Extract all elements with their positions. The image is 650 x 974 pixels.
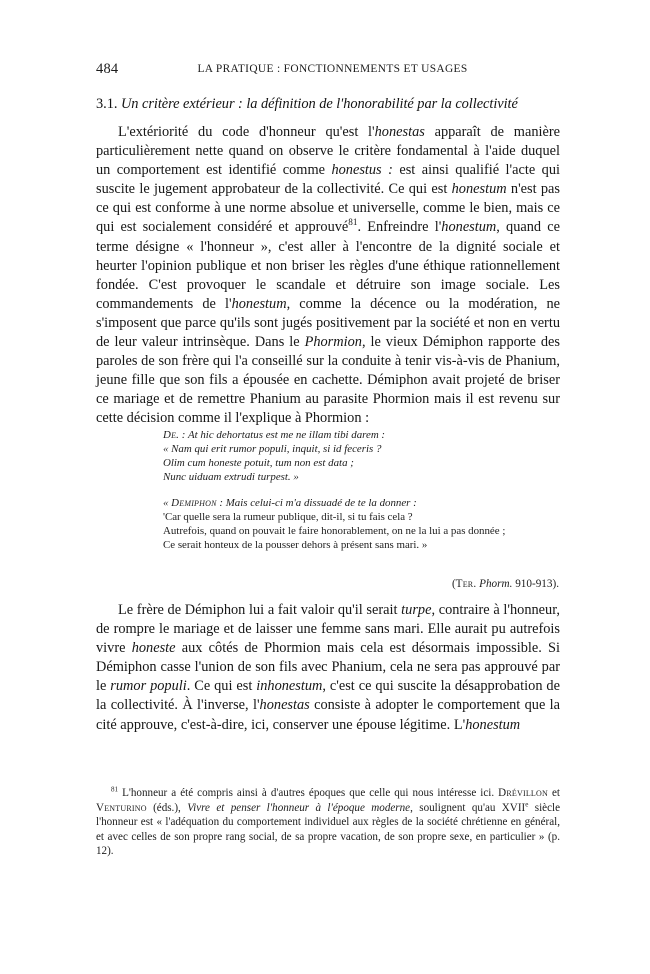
body-paragraph-2 <box>96 601 560 735</box>
p1-italic-honestus: honestus : <box>331 162 393 179</box>
p1-text-7: , comme la décence ou la modération, ne s'imposent que parce qu'ils sont jugés positivement par la société et non en vertu de leur valeur intrinsèque. Dans le <box>96 295 560 351</box>
latin-speaker: De. <box>163 429 180 441</box>
latin-line-2: « Nam qui erit rumor populi, inquit, si id feceris ? <box>163 442 382 455</box>
footnote-81 <box>96 786 560 859</box>
p1-text-8: , le vieux Démiphon rapporte des paroles de son frère qui l'a conseillé sur la conduite à tenir vis-à-vis de Phanium, jeune fille que son fils a épousée en cachette. Démiphon avait projeté de briser ce mariage et de remettre Phanium au parasite Phormion mais il est revenu sur cette décision comme il l'explique à Phormion : <box>96 334 561 427</box>
quotation-french <box>163 497 559 553</box>
p2-text-2: , contraire à l'honneur, de rompre le mariage et de laisser une femme sans mari. Elle aurait pu autrefois vivre <box>96 602 560 657</box>
p1-text-3: est ainsi qualifié l'acte qui suscite le jugement approbateur de la collectivité. Ce qui est <box>96 162 560 198</box>
p2-italic-rumor-populi: rumor populi <box>110 678 187 695</box>
footnote-text-1: L'honneur a été compris ainsi à d'autres époques que celle qui nous intéresse ici. <box>118 787 499 799</box>
running-head <box>96 61 560 79</box>
p1-text-1: L'extériorité du code d'honneur qu'est l' <box>118 124 375 140</box>
citation-locus: 910-913). <box>512 578 559 590</box>
p2-text-3: aux côtés de Phormion mais cela est désormais impossible. Si Démiphon casse l'union de son fils avec Phanium, cela ne sera pas approuvé par le <box>96 640 561 695</box>
p2-italic-turpe: turpe <box>401 602 432 618</box>
citation-open: ( <box>451 578 456 590</box>
citation-author: Ter. <box>455 578 477 590</box>
p1-text-4: n'est pas ce qui est conforme à une norme absolue et universelle, comme le bien, mais ce qui est socialement considéré et approuvé <box>96 181 561 236</box>
footnote-text-2: , soulignent qu'au XVII <box>410 801 526 814</box>
p2-italic-honeste: honeste <box>131 640 176 657</box>
p2-italic-inhonestum: inhonestum <box>256 678 323 695</box>
p1-italic-honestum-1: honestum <box>451 181 507 198</box>
p1-italic-honestas: honestas <box>374 124 425 140</box>
footnote-ordinal: e <box>525 799 529 808</box>
body-paragraph-1 <box>96 123 560 429</box>
p1-italic-phormion: Phormion <box>304 334 362 351</box>
source-citation <box>163 578 559 590</box>
running-title: LA PRATIQUE : FONCTIONNEMENTS ET USAGES <box>197 63 468 75</box>
section-heading <box>96 96 562 113</box>
footnote-author-venturino: Venturino <box>96 801 147 814</box>
french-line-1 <box>163 497 559 511</box>
p1-text-6: , quand ce terme désigne « l'honneur », c'est aller à l'encontre de la dignité sociale et heurter l'opinion publique et non briser les règles d'une éthique rationnellement fondée. C'est provoquer le scandale et détruire son image sociale. Les commandements de l' <box>96 219 560 312</box>
section-number: 3.1. <box>96 96 118 112</box>
latin-line-3: Olim cum honeste potuit, tum non est data ; <box>163 456 354 469</box>
footnote-marker-81[interactable]: 81 <box>348 217 358 228</box>
p2-text-4: . Ce qui est <box>186 678 257 695</box>
footnote-book-title: Vivre et penser l'honneur à l'époque moderne <box>187 801 411 814</box>
p1-italic-honestum-3: honestum <box>231 295 287 312</box>
french-line-3: Autrefois, quand on pouvait le faire honorablement, on ne la lui a pas donnée ; <box>163 524 506 537</box>
citation-work: Phorm. <box>476 578 513 590</box>
footnote-mid-2: (éds.), <box>146 801 188 814</box>
p2-text-1: Le frère de Démiphon lui a fait valoir qu'il serait <box>118 602 402 618</box>
p1-italic-honestum-2: honestum <box>441 219 497 236</box>
french-line-4: Ce serait honteux de la pousser dehors à présent sans mari. » <box>163 538 428 551</box>
french-quote-open: « <box>163 497 172 509</box>
page-folio: 484 <box>96 61 119 77</box>
footnote-number: 81 <box>111 785 119 794</box>
footnote-author-drevillon: Drévillon <box>498 787 548 799</box>
p2-text-6: consiste à adopter le comportement que la cité approuve, c'est-à-dire, ici, conserver une épouse légitime. L' <box>96 697 561 733</box>
footnote-text-3: siècle l'honneur est « l'adéquation du comportement individuel aux règles de la société chrétienne en général, et avec celles de son propre rang social, de sa propre vacation, de son propre sexe, en particulier » (p. 12). <box>96 801 561 857</box>
latin-line-4: Nunc uiduam extrudi turpest. » <box>163 470 299 483</box>
french-speaker: Demiphon <box>171 497 217 509</box>
p1-text-5: . Enfreindre l' <box>357 219 442 236</box>
p2-italic-honestas: honestas <box>259 697 310 714</box>
latin-line-1 <box>163 429 559 443</box>
footnote-mid-1: et <box>547 787 560 799</box>
french-line-1-text: : Mais celui-ci m'a dissuadé de te la donner : <box>216 497 417 509</box>
p2-text-5: , c'est ce qui suscite la désapprobation de la collectivité. À l'inverse, l' <box>96 678 560 714</box>
quotation-latin <box>163 429 559 485</box>
latin-line-1-text: : At hic dehortatus est me ne illam tibi darem : <box>179 429 386 441</box>
french-line-2: 'Car quelle sera la rumeur publique, dit-il, si tu fais cela ? <box>163 510 413 523</box>
p1-text-2: apparaît de manière particulièrement nette quand on observe le critère fondamental à l'aide duquel un comportement est identifié comme <box>96 124 560 179</box>
section-title: Un critère extérieur : la définition de l'honorabilité par la collectivité <box>120 96 518 112</box>
p2-italic-honestum: honestum <box>465 716 521 733</box>
